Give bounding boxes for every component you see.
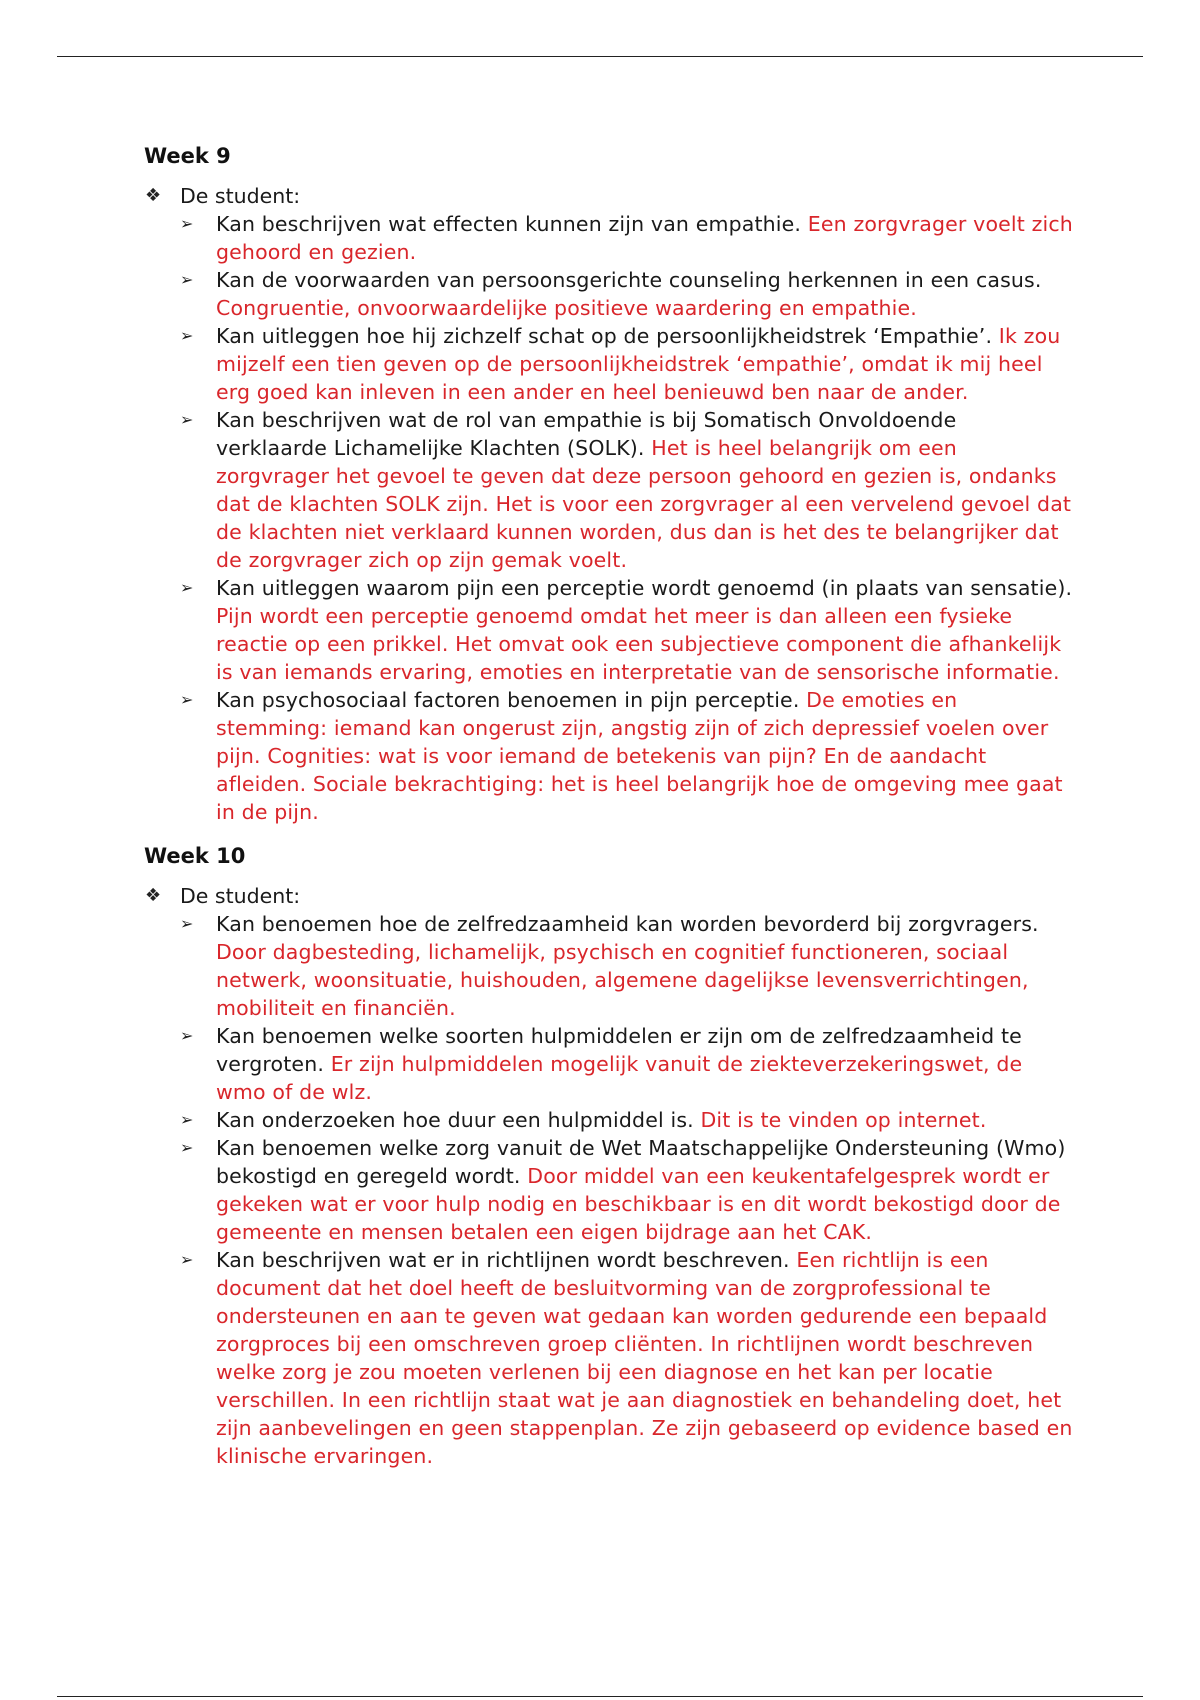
arrow-bullet-icon: ➢ xyxy=(180,1026,194,1045)
list-item xyxy=(180,1106,1074,1134)
diamond-bullet-icon: ❖ xyxy=(145,885,162,906)
arrow-bullet-icon: ➢ xyxy=(180,578,194,597)
week-10-heading: Week 10 xyxy=(144,844,246,868)
week-10-student-bullet xyxy=(144,882,1074,1470)
goal-text: Kan beschrijven wat de rol van empathie is bij Somatisch Onvoldoende verklaarde Lichamelijke Klachten (SOLK). xyxy=(216,408,957,460)
week-10-intro: De student: xyxy=(180,884,301,908)
list-item xyxy=(180,1134,1074,1246)
list-item xyxy=(180,686,1074,826)
answer-text: Door middel van een keukentafelgesprek wordt er gekeken wat er voor hulp nodig en beschikbaar is en dit wordt bekostigd door de gemeente en mensen betalen een eigen bijdrage aan het CAK. xyxy=(216,1164,1061,1244)
answer-text: Een zorgvrager voelt zich gehoord en gezien. xyxy=(216,212,1073,264)
goal-text: Kan benoemen welke zorg vanuit de Wet Maatschappelijke Ondersteuning (Wmo) bekostigd en geregeld wordt. xyxy=(216,1136,1066,1188)
week-9-intro: De student: xyxy=(180,184,301,208)
week-9-student-bullet xyxy=(144,182,1074,826)
answer-text: Congruentie, onvoorwaardelijke positieve waardering en empathie. xyxy=(216,296,917,320)
list-item xyxy=(180,322,1074,406)
list-item xyxy=(180,406,1074,574)
header-rule xyxy=(57,56,1143,57)
arrow-bullet-icon: ➢ xyxy=(180,410,194,429)
document-body xyxy=(144,142,1074,1470)
list-item xyxy=(180,210,1074,266)
answer-text: Een richtlijn is een document dat het doel heeft de besluitvorming van de zorgprofessional te ondersteunen en aan te geven wat gedaan kan worden gedurende een bepaald zorgproces bij een omschreven groep cliënten. In richtlijnen wordt beschreven welke zorg je zou moeten verlenen bij een diagnose en het kan per locatie verschillen. In een richtlijn staat wat je aan diagnostiek en behandeling doet, het zijn aanbevelingen en geen stappenplan. Ze zijn gebaseerd op evidence based en klinische ervaringen. xyxy=(216,1248,1073,1468)
arrow-bullet-icon: ➢ xyxy=(180,690,194,709)
list-item xyxy=(180,910,1074,1022)
arrow-bullet-icon: ➢ xyxy=(180,1110,194,1129)
answer-text: Er zijn hulpmiddelen mogelijk vanuit de ziekteverzekeringswet, de wmo of de wlz. xyxy=(216,1052,1023,1104)
answer-text: Dit is te vinden op internet. xyxy=(700,1108,987,1132)
arrow-bullet-icon: ➢ xyxy=(180,326,194,345)
goal-text: Kan uitleggen hoe hij zichzelf schat op de persoonlijkheidstrek ‘Empathie’. xyxy=(216,324,993,348)
goal-text: Kan uitleggen waarom pijn een perceptie wordt genoemd (in plaats van sensatie). xyxy=(216,576,1073,600)
answer-text: Ik zou mijzelf een tien geven op de persoonlijkheidstrek ‘empathie’, omdat ik mij heel erg goed kan inleven in een ander en heel benieuwd ben naar de ander. xyxy=(216,324,1061,404)
arrow-bullet-icon: ➢ xyxy=(180,1250,194,1269)
list-item xyxy=(180,1246,1074,1470)
goal-text: Kan beschrijven wat effecten kunnen zijn van empathie. xyxy=(216,212,802,236)
list-item xyxy=(180,266,1074,322)
arrow-bullet-icon: ➢ xyxy=(180,214,194,233)
diamond-bullet-icon: ❖ xyxy=(145,185,162,206)
week-10-learning-goals xyxy=(180,910,1074,1470)
list-item xyxy=(180,574,1074,686)
week-9-heading: Week 9 xyxy=(144,144,231,168)
arrow-bullet-icon: ➢ xyxy=(180,1138,194,1157)
answer-text: De emoties en stemming: iemand kan ongerust zijn, angstig zijn of zich depressief voelen over pijn. Cognities: wat is voor iemand de betekenis van pijn? En de aandacht afleiden. Sociale bekrachtiging: het is heel belangrijk hoe de omgeving mee gaat in de pijn. xyxy=(216,688,1063,824)
week-9-learning-goals xyxy=(180,210,1074,826)
list-item xyxy=(180,1022,1074,1106)
goal-text: Kan psychosociaal factoren benoemen in pijn perceptie. xyxy=(216,688,800,712)
arrow-bullet-icon: ➢ xyxy=(180,914,194,933)
footer-rule xyxy=(57,1696,1143,1697)
goal-text: Kan benoemen hoe de zelfredzaamheid kan worden bevorderd bij zorgvragers. xyxy=(216,912,1039,936)
goal-text: Kan de voorwaarden van persoonsgerichte counseling herkennen in een casus. xyxy=(216,268,1042,292)
goal-text: Kan beschrijven wat er in richtlijnen wordt beschreven. xyxy=(216,1248,790,1272)
goal-text: Kan onderzoeken hoe duur een hulpmiddel is. xyxy=(216,1108,694,1132)
answer-text: Pijn wordt een perceptie genoemd omdat het meer is dan alleen een fysieke reactie op een prikkel. Het omvat ook een subjectieve component die afhankelijk is van iemands ervaring, emoties en interpretatie van de sensorische informatie. xyxy=(216,604,1062,684)
answer-text: Door dagbesteding, lichamelijk, psychisch en cognitief functioneren, sociaal netwerk, woonsituatie, huishouden, algemene dagelijkse levensverrichtingen, mobiliteit en financiën. xyxy=(216,940,1029,1020)
arrow-bullet-icon: ➢ xyxy=(180,270,194,289)
goal-text: Kan benoemen welke soorten hulpmiddelen er zijn om de zelfredzaamheid te vergroten. xyxy=(216,1024,1022,1076)
answer-text: Het is heel belangrijk om een zorgvrager het gevoel te geven dat deze persoon gehoord en gezien is, ondanks dat de klachten SOLK zijn. Het is voor een zorgvrager al een vervelend gevoel dat de klachten niet verklaard kunnen worden, dus dan is het des te belangrijker dat de zorgvrager zich op zijn gemak voelt. xyxy=(216,436,1072,572)
